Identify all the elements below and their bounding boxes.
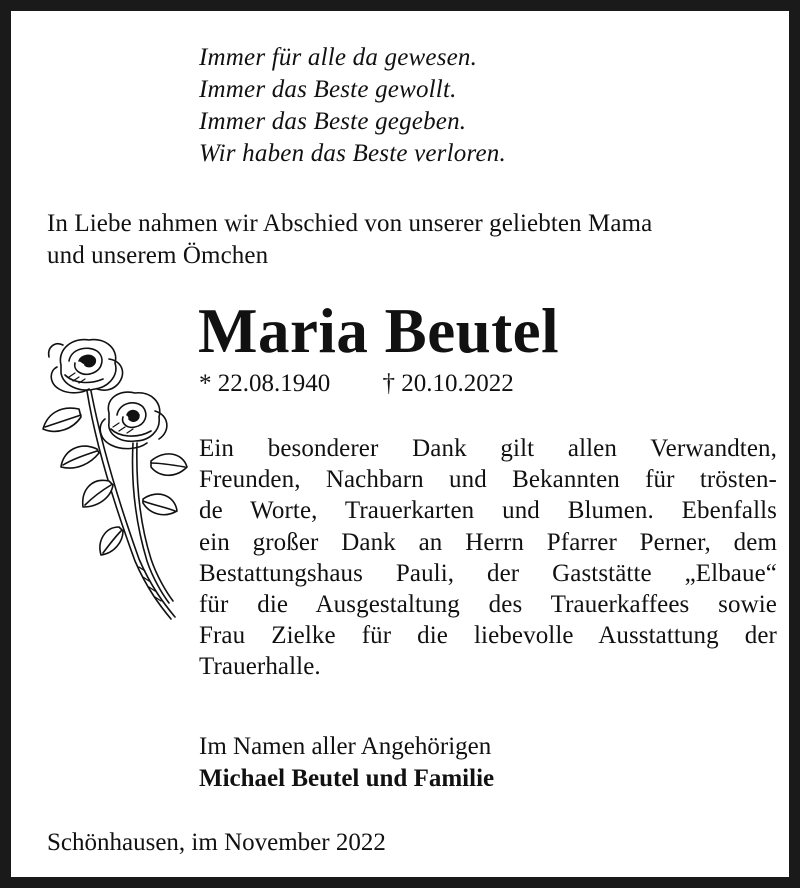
thanks-line-0 bbox=[199, 433, 777, 464]
thanks-line-text: de Worte, Trauerkarten und Blumen. Ebenfalls bbox=[199, 497, 777, 525]
poem-line: Immer das Beste gewollt. bbox=[199, 76, 457, 103]
intro-line: In Liebe nahmen wir Abschied von unserer geliebten Mama bbox=[47, 210, 653, 237]
life-dates bbox=[199, 368, 514, 400]
signature-block bbox=[199, 731, 494, 795]
birth-date: * 22.08.1940 bbox=[199, 370, 331, 397]
thanks-line-4 bbox=[199, 558, 777, 589]
thanks-line-text: Frau Zielke für die liebevolle Ausstattung der bbox=[199, 622, 777, 650]
deceased-name: Maria Beutel bbox=[198, 296, 560, 366]
intro-text bbox=[47, 208, 779, 272]
poem-line: Wir haben das Beste verloren. bbox=[199, 140, 506, 167]
thanks-line-text: ein großer Dank an Herrn Pfarrer Perner, dem bbox=[199, 528, 777, 556]
thanks-line-text: Freunden, Nachbarn und Bekannten für trösten- bbox=[199, 466, 777, 494]
on-behalf-line: Im Namen aller Angehörigen bbox=[199, 733, 492, 760]
death-date: † 20.10.2022 bbox=[382, 370, 514, 397]
family-signature: Michael Beutel und Familie bbox=[199, 765, 495, 792]
thanks-line-text: Trauerhalle. bbox=[199, 653, 321, 681]
thanks-line-2 bbox=[199, 495, 777, 526]
thanks-line-5 bbox=[199, 589, 777, 620]
intro-line: und unserem Ömchen bbox=[47, 242, 269, 269]
place-date: Schönhausen, im November 2022 bbox=[47, 829, 386, 856]
thanks-line-text: für die Ausgestaltung des Trauerkaffees sowie bbox=[199, 591, 777, 619]
thanks-line-6 bbox=[199, 620, 777, 651]
rose-icon bbox=[39, 331, 189, 623]
thanks-line-7 bbox=[199, 651, 777, 682]
poem-line: Immer das Beste gegeben. bbox=[199, 108, 467, 135]
thanks-line-text: Bestattungshaus Pauli, der Gaststätte „Elbaue“ bbox=[199, 559, 777, 587]
memorial-poem bbox=[199, 42, 506, 170]
thanks-line-3 bbox=[199, 527, 777, 558]
poem-line: Immer für alle da gewesen. bbox=[199, 44, 478, 71]
thanks-line-text: Ein besonderer Dank gilt allen Verwandten, bbox=[199, 435, 777, 462]
thanks-text bbox=[199, 433, 777, 683]
thanks-line-1 bbox=[199, 464, 777, 495]
